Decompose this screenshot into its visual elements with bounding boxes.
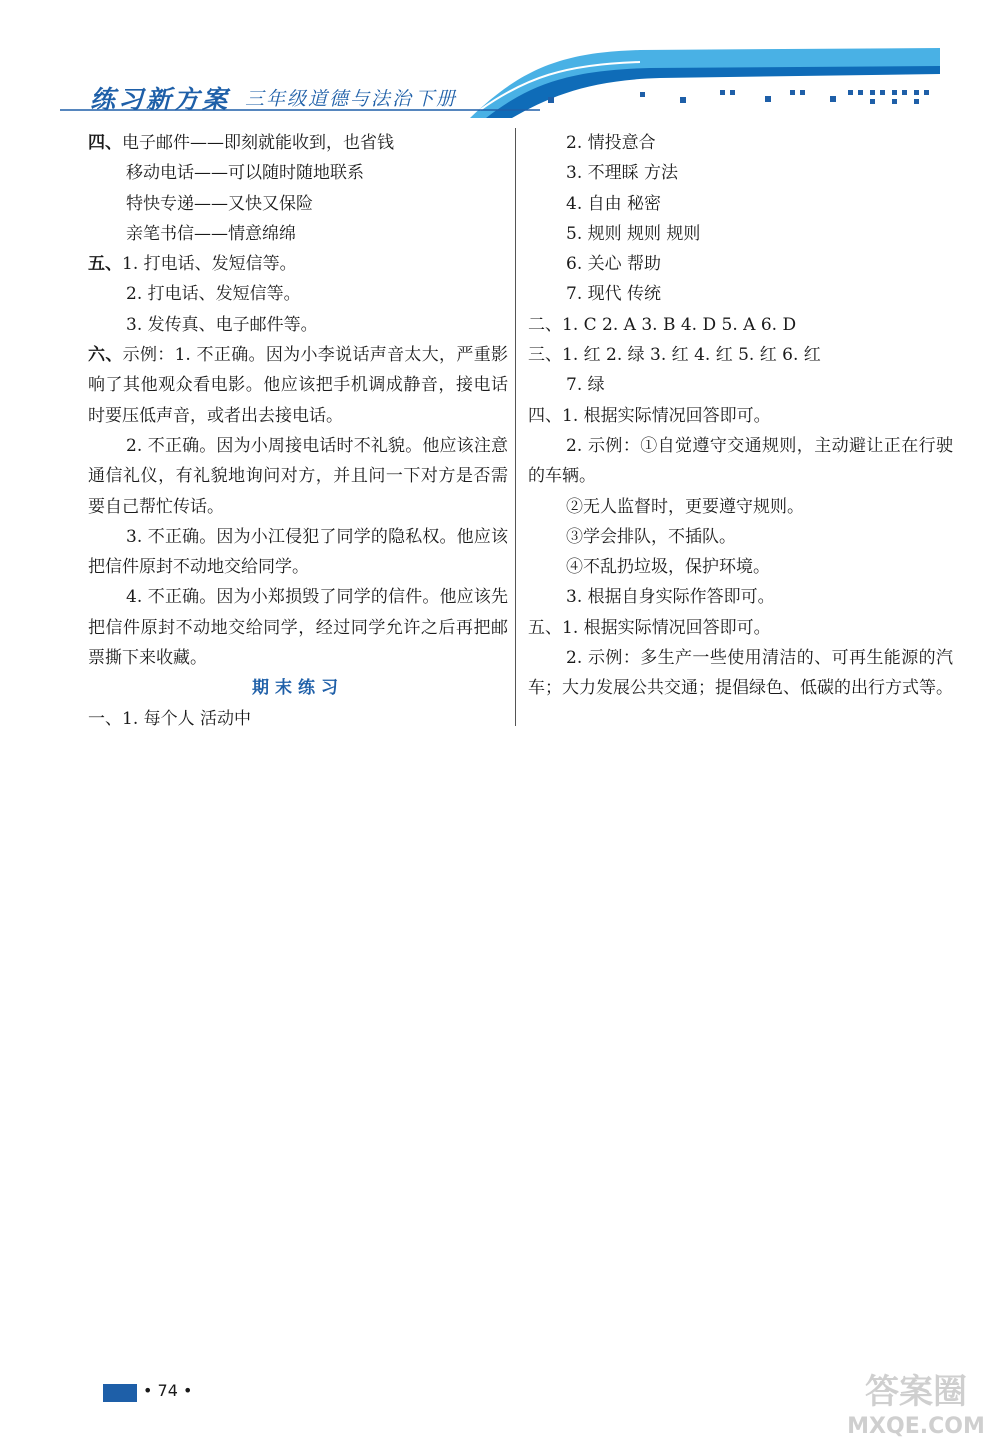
answer-line: 三、1. 红 2. 绿 3. 红 4. 红 5. 红 6. 红	[528, 345, 821, 366]
answer-paragraph: 2. 示例：①自觉遵守交通规则，主动避让正在行驶的车辆。	[528, 435, 953, 487]
page-header	[0, 0, 1000, 130]
answer-line: 一、1. 每个人 活动中	[88, 708, 252, 729]
answer-line: 2. 打电话、发短信等。	[126, 284, 301, 305]
column-divider	[515, 128, 516, 726]
answer-line: 亲笔书信——情意绵绵	[126, 223, 296, 244]
book-series-title: 练习新方案	[90, 85, 231, 114]
answer-line: 4. 自由 秘密	[566, 193, 662, 214]
answer-line: ③学会排队，不插队。	[566, 526, 736, 547]
answer-line: 3. 根据自身实际作答即可。	[566, 587, 775, 608]
page-number: • 74 •	[143, 1381, 193, 1400]
answer-line: ④不乱扔垃圾，保护环境。	[566, 557, 770, 578]
left-column	[88, 128, 508, 734]
answer-paragraph: 2. 不正确。因为小周接电话时不礼貌。他应该注意通信礼仪，有礼貌地询问对方，并且问一下对方是否需要自己帮忙传话。	[88, 435, 508, 517]
answer-line: 二、1. C 2. A 3. B 4. D 5. A 6. D	[528, 314, 797, 335]
svg-text:MXQE.COM: MXQE.COM	[847, 1414, 985, 1439]
answer-line: 四、电子邮件——即刻就能收到，也省钱	[88, 133, 394, 153]
answer-line: 5. 规则 规则 规则	[566, 223, 701, 244]
answer-line: 特快专递——又快又保险	[126, 193, 313, 214]
answer-line: 五、1. 打电话、发短信等。	[88, 254, 297, 275]
answer-line: 3. 发传真、电子邮件等。	[126, 314, 318, 335]
answer-line: 6. 关心 帮助	[566, 254, 662, 275]
answer-paragraph: 2. 示例：多生产一些使用清洁的、可再生能源的汽车；大力发展公共交通；提倡绿色、低碳的出行方式等。	[528, 648, 953, 699]
answer-line: 四、1. 根据实际情况回答即可。	[528, 405, 771, 426]
answer-paragraph: 六、示例：1. 不正确。因为小李说话声音太大，严重影响了其他观众看电影。他应该把手机调成静音，接电话时要压低声音，或者出去接电话。	[88, 345, 509, 426]
answer-line: 五、1. 根据实际情况回答即可。	[528, 617, 771, 638]
watermark-logo	[842, 1365, 990, 1440]
section-title: 期末练习	[252, 678, 344, 699]
answer-line: 2. 情投意合	[566, 133, 656, 153]
subject-title: 三年级道德与法治	[245, 88, 414, 110]
answer-line: 7. 绿	[566, 375, 605, 396]
right-column	[528, 128, 953, 704]
answer-paragraph: 3. 不正确。因为小江侵犯了同学的隐私权。他应该把信件原封不动地交给同学。	[88, 526, 508, 578]
answer-line: 3. 不理睬 方法	[566, 163, 679, 184]
svg-text:答案圈: 答案圈	[865, 1372, 967, 1412]
footer-color-block	[103, 1384, 137, 1402]
volume-label: 下册	[415, 88, 458, 110]
answer-line: ②无人监督时，更要遵守规则。	[566, 496, 804, 517]
answer-line: 7. 现代 传统	[566, 284, 662, 305]
answer-line: 移动电话——可以随时随地联系	[126, 163, 364, 184]
answer-paragraph: 4. 不正确。因为小郑损毁了同学的信件。他应该先把信件原封不动地交给同学，经过同学允许之后再把邮票撕下来收藏。	[88, 587, 508, 669]
